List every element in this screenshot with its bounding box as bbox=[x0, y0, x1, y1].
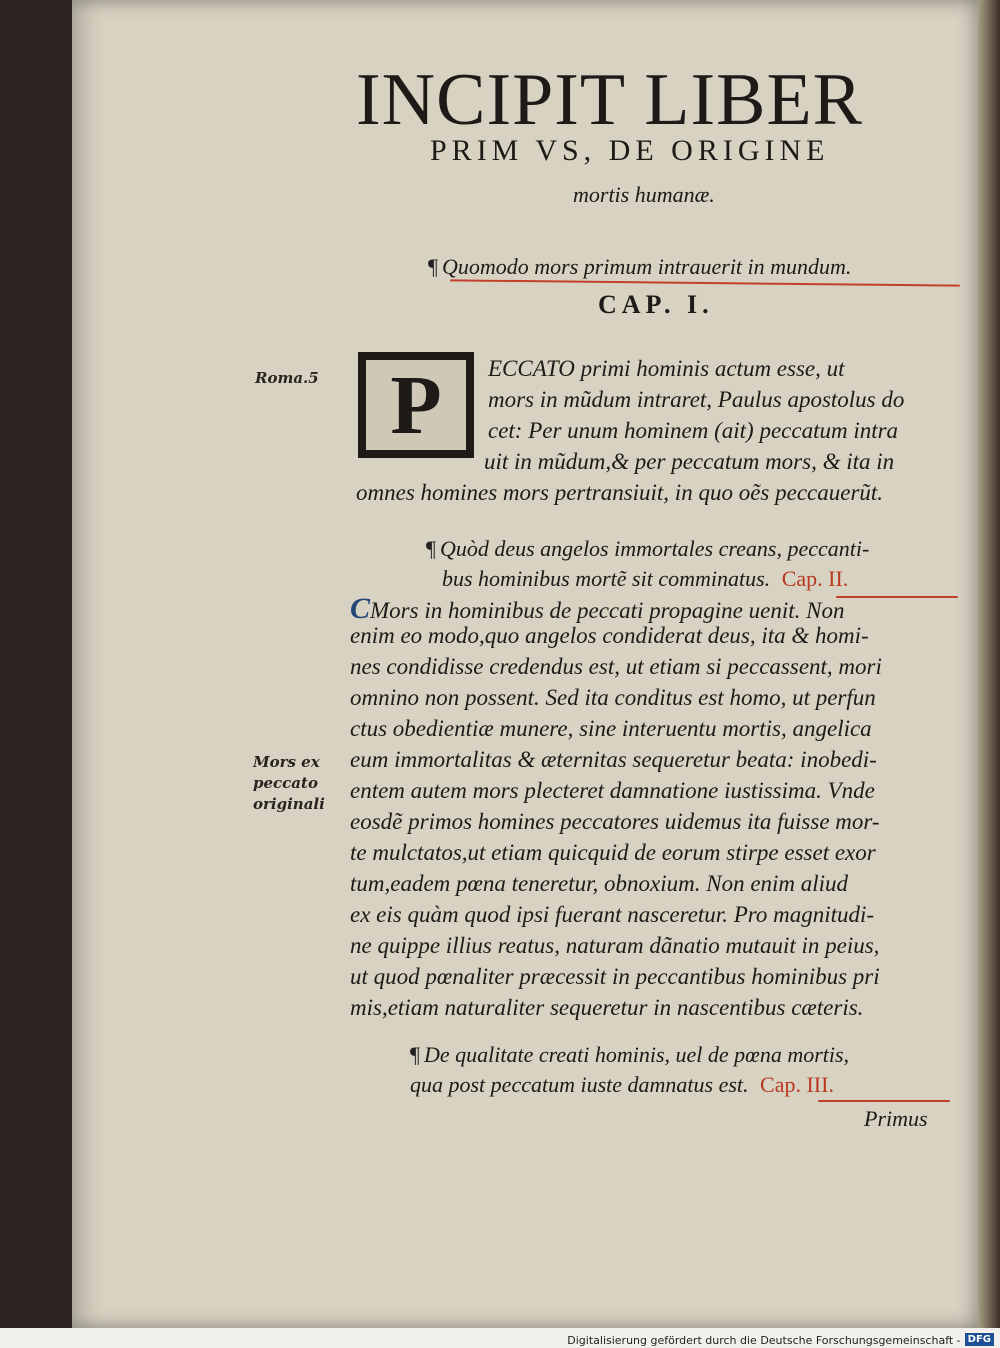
catchword: Primus bbox=[864, 1106, 928, 1131]
text-line: ctus obedientiæ munere, sine interuentu mortis, angelica bbox=[350, 716, 872, 741]
text-line: entem autem mors plecteret damnatione iustissima. Vnde bbox=[350, 778, 875, 803]
text-line-content: Mors in hominibus de peccati propagine uenit. Non bbox=[370, 598, 845, 623]
text-line: enim eo modo,quo angelos condiderat deus, ita & homi- bbox=[350, 623, 869, 648]
chapter2-margin-note bbox=[253, 752, 325, 815]
text-line: cet: Per unum hominem (ait) peccatum intra bbox=[488, 418, 899, 443]
chapter2-rubric-2 bbox=[442, 566, 848, 592]
chapter2-rubric-line2: bus hominibus mortẽ sit comminatus. bbox=[442, 566, 771, 591]
text-line: te mulctatos,ut etiam quicquid de eorum stirpe esset exor bbox=[350, 840, 876, 865]
chapter2-rubric-line1: Quòd deus angelos immortales creans, peccanti- bbox=[439, 536, 870, 561]
chapter3-rubric bbox=[410, 1042, 849, 1068]
margin-note-line: originali bbox=[253, 795, 325, 813]
text-line: nes condidisse credendus est, ut etiam si peccassent, mori bbox=[350, 654, 882, 679]
text-line bbox=[350, 592, 882, 623]
chapter1-heading: CAP. I. bbox=[598, 290, 714, 319]
footer-text: Digitalisierung gefördert durch die Deutsche Forschungsgemeinschaft - bbox=[567, 1333, 961, 1347]
chapter3-rubric-2 bbox=[410, 1072, 834, 1098]
text-line: eosdẽ primos homines peccatores uidemus ita fuisse mor- bbox=[350, 809, 880, 834]
text-line: ex eis quàm quod ipsi fuerant nasceretur. Pro magnitudi- bbox=[350, 902, 875, 927]
pilcrow-icon: ¶ bbox=[428, 254, 438, 279]
margin-note-line: Mors ex bbox=[253, 753, 320, 771]
chapter1-margin-note: Roma.5 bbox=[255, 369, 319, 387]
red-underline bbox=[818, 1100, 950, 1102]
chapter2-cap-label: Cap. II. bbox=[781, 566, 849, 591]
margin-note-line: peccato bbox=[253, 774, 318, 792]
text-line: eum immortalitas & æternitas sequeretur beata: inobedi- bbox=[350, 747, 877, 772]
text-line: ECCATO primi hominis actum esse, ut bbox=[488, 356, 845, 381]
text-line: ne quippe illius reatus, naturam dãnatio mutauit in peius, bbox=[350, 933, 880, 958]
text-line: omnes homines mors pertransiuit, in quo oẽs peccauerũt. bbox=[356, 480, 884, 505]
footer-bar bbox=[0, 1328, 1000, 1348]
chapter1-rubric bbox=[428, 254, 851, 280]
chapter3-rubric-line2: qua post peccatum iuste damnatus est. bbox=[410, 1072, 749, 1097]
pilcrow-icon: ¶ bbox=[410, 1042, 420, 1067]
chapter3-rubric-line1: De qualitate creati hominis, uel de pœna mortis, bbox=[423, 1042, 850, 1067]
chapter1-lines-c bbox=[356, 480, 883, 511]
chapter2-paragraph bbox=[350, 592, 882, 1026]
decorated-initial bbox=[358, 352, 474, 458]
dfg-logo: DFG bbox=[965, 1333, 994, 1346]
book-subtitle: PRIM VS, DE ORIGINE bbox=[430, 134, 830, 167]
chapter1-lines-a bbox=[488, 356, 904, 449]
text-line: omnino non possent. Sed ita conditus est homo, ut perfun bbox=[350, 685, 876, 710]
text-line: tum,eadem pœna teneretur, obnoxium. Non enim aliud bbox=[350, 871, 849, 896]
page-edge bbox=[978, 0, 1000, 1328]
chapter1-lines-b bbox=[484, 449, 894, 480]
paragraph-mark: C bbox=[350, 592, 371, 625]
text-line: mors in mũdum intraret, Paulus apostolus do bbox=[488, 387, 905, 412]
book-subtitle-2: mortis humanæ. bbox=[573, 182, 715, 207]
text-line: mis,etiam naturaliter sequeretur in nascentibus cæteris. bbox=[350, 995, 864, 1020]
book-title: INCIPIT LIBER bbox=[356, 59, 864, 141]
pilcrow-icon: ¶ bbox=[426, 536, 436, 561]
chapter2-rubric bbox=[426, 536, 869, 562]
text-line: ut quod pœnaliter præcessit in peccantibus hominibus pri bbox=[350, 964, 880, 989]
chapter1-rubric-text: Quomodo mors primum intrauerit in mundum. bbox=[441, 254, 852, 279]
initial-letter: P bbox=[366, 360, 466, 450]
text-line: uit in mũdum,& per peccatum mors, & ita in bbox=[484, 449, 895, 474]
chapter3-cap-label: Cap. III. bbox=[760, 1072, 834, 1097]
